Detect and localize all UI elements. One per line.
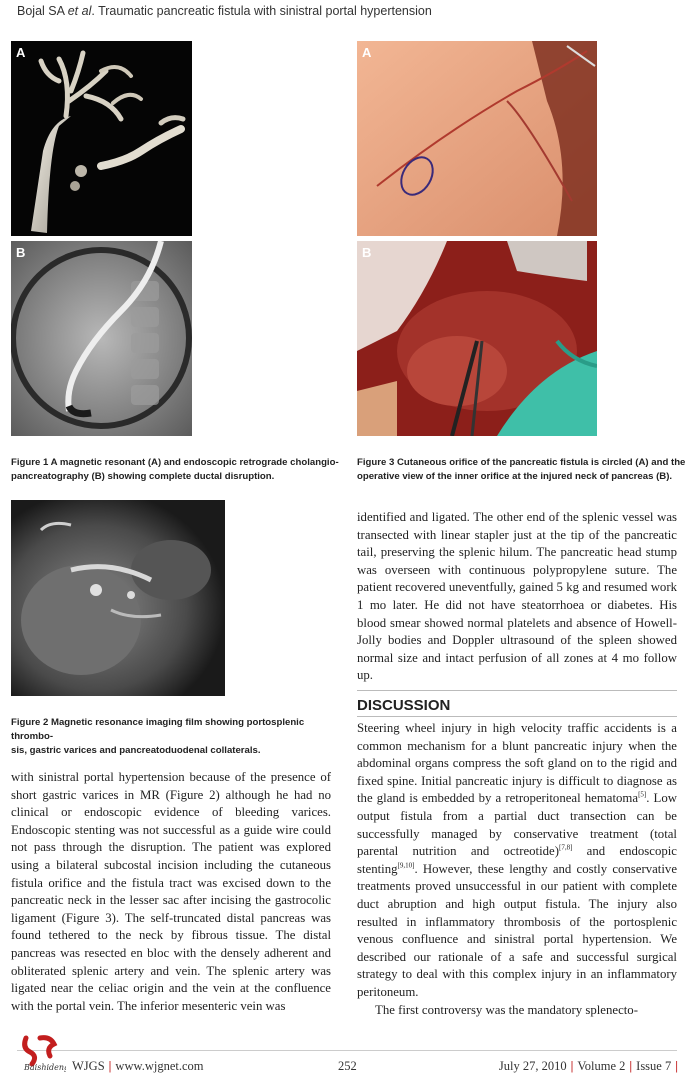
p2-ref-3[interactable]: [9,10] <box>397 861 415 870</box>
footer-journal-name: WJGS <box>72 1059 105 1073</box>
figure1-panel-a-letter: A <box>16 45 26 60</box>
figure2-caption <box>11 716 341 758</box>
footer-date: July 27, 2010 <box>498 1059 567 1073</box>
p2-text-a: Steering wheel injury in high velocity traffic accidents is a common mechanism for a blunt pancreatic injury when the abdominal organs compress the soft gland on to the rigid and fixed spine. Initial pancreatic injury is difficult to diagnose as the gland is embedded by a retroperitoneal hematoma <box>357 721 677 806</box>
figure3-panel-b-image <box>357 241 597 436</box>
footer-separator: | <box>675 1059 678 1073</box>
footer-volume: Volume 2 <box>577 1059 626 1073</box>
figure3-panel-b-letter: B <box>362 245 372 260</box>
p2-ref-2[interactable]: [7,8] <box>558 843 573 852</box>
footer-issue-info <box>499 1059 682 1074</box>
figure1-caption <box>11 456 341 484</box>
p2-text-c: and endoscopic stenting <box>357 844 677 876</box>
footer-page-number: 252 <box>338 1059 357 1073</box>
footer-separator: | <box>629 1059 633 1073</box>
mri-scan <box>11 500 225 696</box>
figure3-panel-a-letter: A <box>362 45 372 60</box>
publisher-logo <box>20 1034 66 1072</box>
section-heading-discussion: DISCUSSION <box>357 697 451 714</box>
header-title: . Traumatic pancreatic fistula with sinistral portal hypertension <box>91 4 432 18</box>
footer-separator: | <box>108 1059 112 1073</box>
header-etal: et al <box>67 4 92 18</box>
left-column-text <box>11 769 331 1015</box>
section-rule-top <box>357 690 677 691</box>
running-header <box>17 4 432 18</box>
ercp-xray <box>11 241 192 436</box>
figure3-panel-a-image <box>357 41 597 236</box>
logo-text: Baishideng <box>24 1063 66 1072</box>
figure1-caption-line2: pancreatography (B) showing complete ductal disruption. <box>11 471 275 482</box>
right-paragraph-3: The first controversy was the mandatory splenecto- <box>375 1002 638 1017</box>
p2-ref-1[interactable]: [5] <box>638 791 647 800</box>
figure1-panel-b-letter: B <box>16 245 26 260</box>
baishideng-logo-icon <box>20 1034 66 1072</box>
figure3-caption-line1: Figure 3 Cutaneous orifice of the pancreatic fistula is circled (A) and the <box>357 457 686 468</box>
operative-photo <box>357 241 597 436</box>
left-paragraph-1: with sinistral portal hypertension because of the presence of short gastric varices in MR (Figure 2) although he had no clinical or endoscopic evidence of bleeding varices. Endoscopic stenting was not successful as a guide wire could not pass through the disruption. The patient was explored using a bilateral subcostal incision including the cutaneous fistula orifice and the fistula tract was excised down to the pancreatic neck in the lesser sac after incising the gastrocolic ligament (Figure 3). The self-truncated distal pancreas was found tethered to the neck by fibrous tissue. The distal pancreas was resected en bloc with the densely adherent and obliterated splenic artery and vein. The splenic artery was ligated near the celiac origin and the vein at the confluence with the portal vein. The inferior mesenteric vein was <box>11 770 331 1013</box>
footer-rule <box>17 1050 677 1051</box>
p2-text-b: . Low output fistula from a partial duct transection can be successfully managed by conservative treatment (total parental nutrition and octreotide) <box>357 791 677 859</box>
right-paragraph-2 <box>357 720 677 1002</box>
right-column-text-discussion <box>357 720 677 1019</box>
figure3-caption-line2: operative view of the inner orifice at the injured neck of pancreas (B). <box>357 471 673 482</box>
figure1-panel-b-image <box>11 241 192 436</box>
figure2-image <box>11 500 225 696</box>
footer-separator: | <box>570 1059 574 1073</box>
header-authors: Bojal SA <box>17 4 68 18</box>
right-column-text-top <box>357 509 677 685</box>
section-rule-bottom <box>357 716 677 717</box>
footer-url[interactable]: www.wjgnet.com <box>115 1059 204 1073</box>
figure3-caption <box>357 456 687 484</box>
skin-photo <box>357 41 597 236</box>
footer-journal <box>72 1059 203 1074</box>
figure2-caption-line2: sis, gastric varices and pancreatoduodenal collaterals. <box>11 745 261 756</box>
figure1-panel-a-image <box>11 41 192 236</box>
footer-issue: Issue 7 <box>636 1059 672 1073</box>
right-paragraph-1: identified and ligated. The other end of the splenic vessel was transected with linear stapler just at the tip of the pancreatic tail, preserving the splenic hilum. The pancreatic head stump was overseen with continuous polypropylene suture. The patient recovered uneventfully, gained 5 kg and resumed work 1 mo later. He did not have steatorrhoea or diabetes. His blood smear showed normal platelets and absence of Howell-Jolly bodies and Doppler ultrasound of the spleen showed normal size and intact perfusion of all zones at 4 mo follow up. <box>357 510 677 683</box>
p2-text-d: . However, these lengthy and costly conservative treatments proved unsuccessful in our patient with complete duct abruption and high output fistula. The injury also resulted in inflammatory thrombosis of the portosplenic venous confluence and sinistral portal hypertension. We described our rationale of a safe and successful surgical strategy to deal with this complex injury in an inflammatory peritoneum. <box>357 861 677 999</box>
figure2-caption-line1: Figure 2 Magnetic resonance imaging film showing portosplenic thrombo- <box>11 717 305 742</box>
mrcp-render <box>11 41 192 236</box>
figure1-caption-line1: Figure 1 A magnetic resonant (A) and endoscopic retrograde cholangio- <box>11 457 339 468</box>
